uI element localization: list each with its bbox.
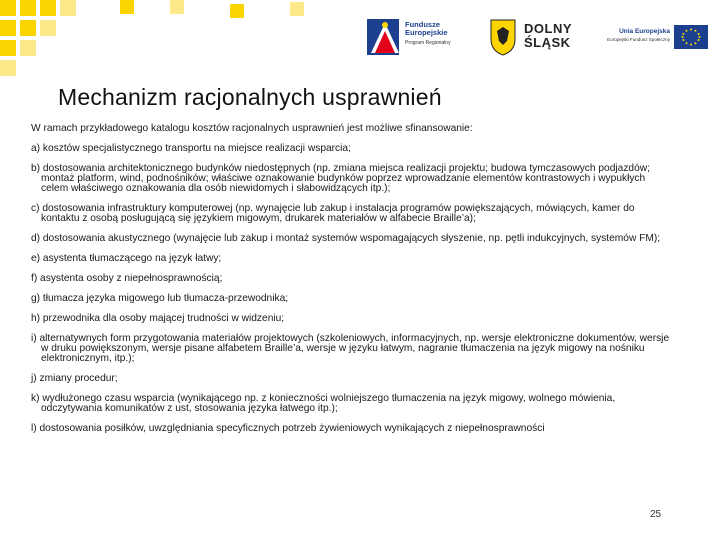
list-item: k) wydłużonego czasu wsparcia (wynikającego np. z konieczności wolniejszego tłumaczenia na język migowy, wolnego mówienia, odczytywania komunikatów z ust, stosowania języka łatwego itp.); [31,393,616,414]
list-item: b) dostosowania architektonicznego budynków niedostępnych (np. zmiana miejsca realizacji projektu; budowa tymczasowych podjazdów; montaż platform, wind, podnośników; właściwe oznakowanie budynków poprzez wprowadzanie elementów kontrastowych i wypukłych celem właściwego oznakowania dla osób niewidomych i słabowidzących itp.); [31,163,650,194]
list-item: l) dostosowania posiłków, uwzględniania specyficznych potrzeb żywieniowych wynikających z niepełnosprawności [31,423,545,434]
funds-subtitle: Program Regionalny [405,40,451,46]
funds-logo [365,15,485,59]
list-item: i) alternatywnych form przygotowania materiałów projektowych (szkoleniowych, informacyjnych, np. wersje elektroniczne dokumentów, wersje w druku powiększonym, wersje pisane alfabetem Braille’a, wersje w języku łatwym, nagranie tłumaczenia na język migowy na nośniku elektronicznym, itp.); [31,333,670,364]
deco-square [60,0,76,16]
deco-square [290,2,304,16]
list-item: d) dostosowania akustycznego (wynajęcie lub zakup i montaż systemów wspomagających słyszenie, np. pętli indukcyjnych, systemów FM); [31,233,661,244]
deco-square [120,0,134,14]
list-item: c) dostosowania infrastruktury komputerowej (np. wynajęcie lub zakup i instalacja programów powiększających, mówiących, kamer do kontaktu z osobą posługującą się językiem migowym, drukarek materiałów w alfabecie Braille’a); [31,203,635,224]
eu-name: Unia Europejska [619,28,670,35]
deco-square [40,20,56,36]
eu-subtitle: Europejski Fundusz Społeczny [607,37,670,42]
list-item: g) tłumacza języka migowego lub tłumacza-przewodnika; [31,293,289,304]
region-logo [488,17,588,59]
content-body [31,124,671,444]
deco-square [170,0,184,14]
list-item: j) zmiany procedur; [31,373,118,384]
deco-square [0,20,16,36]
funds-star-icon [365,17,401,57]
deco-square [40,0,56,16]
page-number: 25 [650,509,662,520]
intro-paragraph: W ramach przykładowego katalogu kosztów racjonalnych usprawnień jest możliwe sfinansowanie: [31,123,473,134]
deco-square [0,60,16,76]
deco-square [230,4,244,18]
list-item: e) asystenta tłumaczącego na język łatwy; [31,253,222,264]
deco-square [20,0,36,16]
deco-square [0,40,16,56]
region-name-line2: ŚLĄSK [524,35,571,50]
list-item: f) asystenta osoby z niepełnosprawnością; [31,273,223,284]
page-title: Mechanizm racjonalnych usprawnień [58,84,442,110]
deco-square [0,0,16,16]
region-name-line1: DOLNY [524,21,572,36]
deco-square [20,20,36,36]
list-item: h) przewodnika dla osoby mającej trudności w widzeniu; [31,313,285,324]
list-item: a) kosztów specjalistycznego transportu na miejsce realizacji wsparcia; [31,143,351,154]
eu-logo [588,17,712,59]
funds-name-line1: Fundusze [405,20,440,29]
logo-bar [360,12,712,62]
eu-flag-icon [674,25,708,49]
deco-square [20,40,36,56]
funds-name-line2: Europejskie [405,28,448,37]
eagle-crest-icon [488,17,518,57]
